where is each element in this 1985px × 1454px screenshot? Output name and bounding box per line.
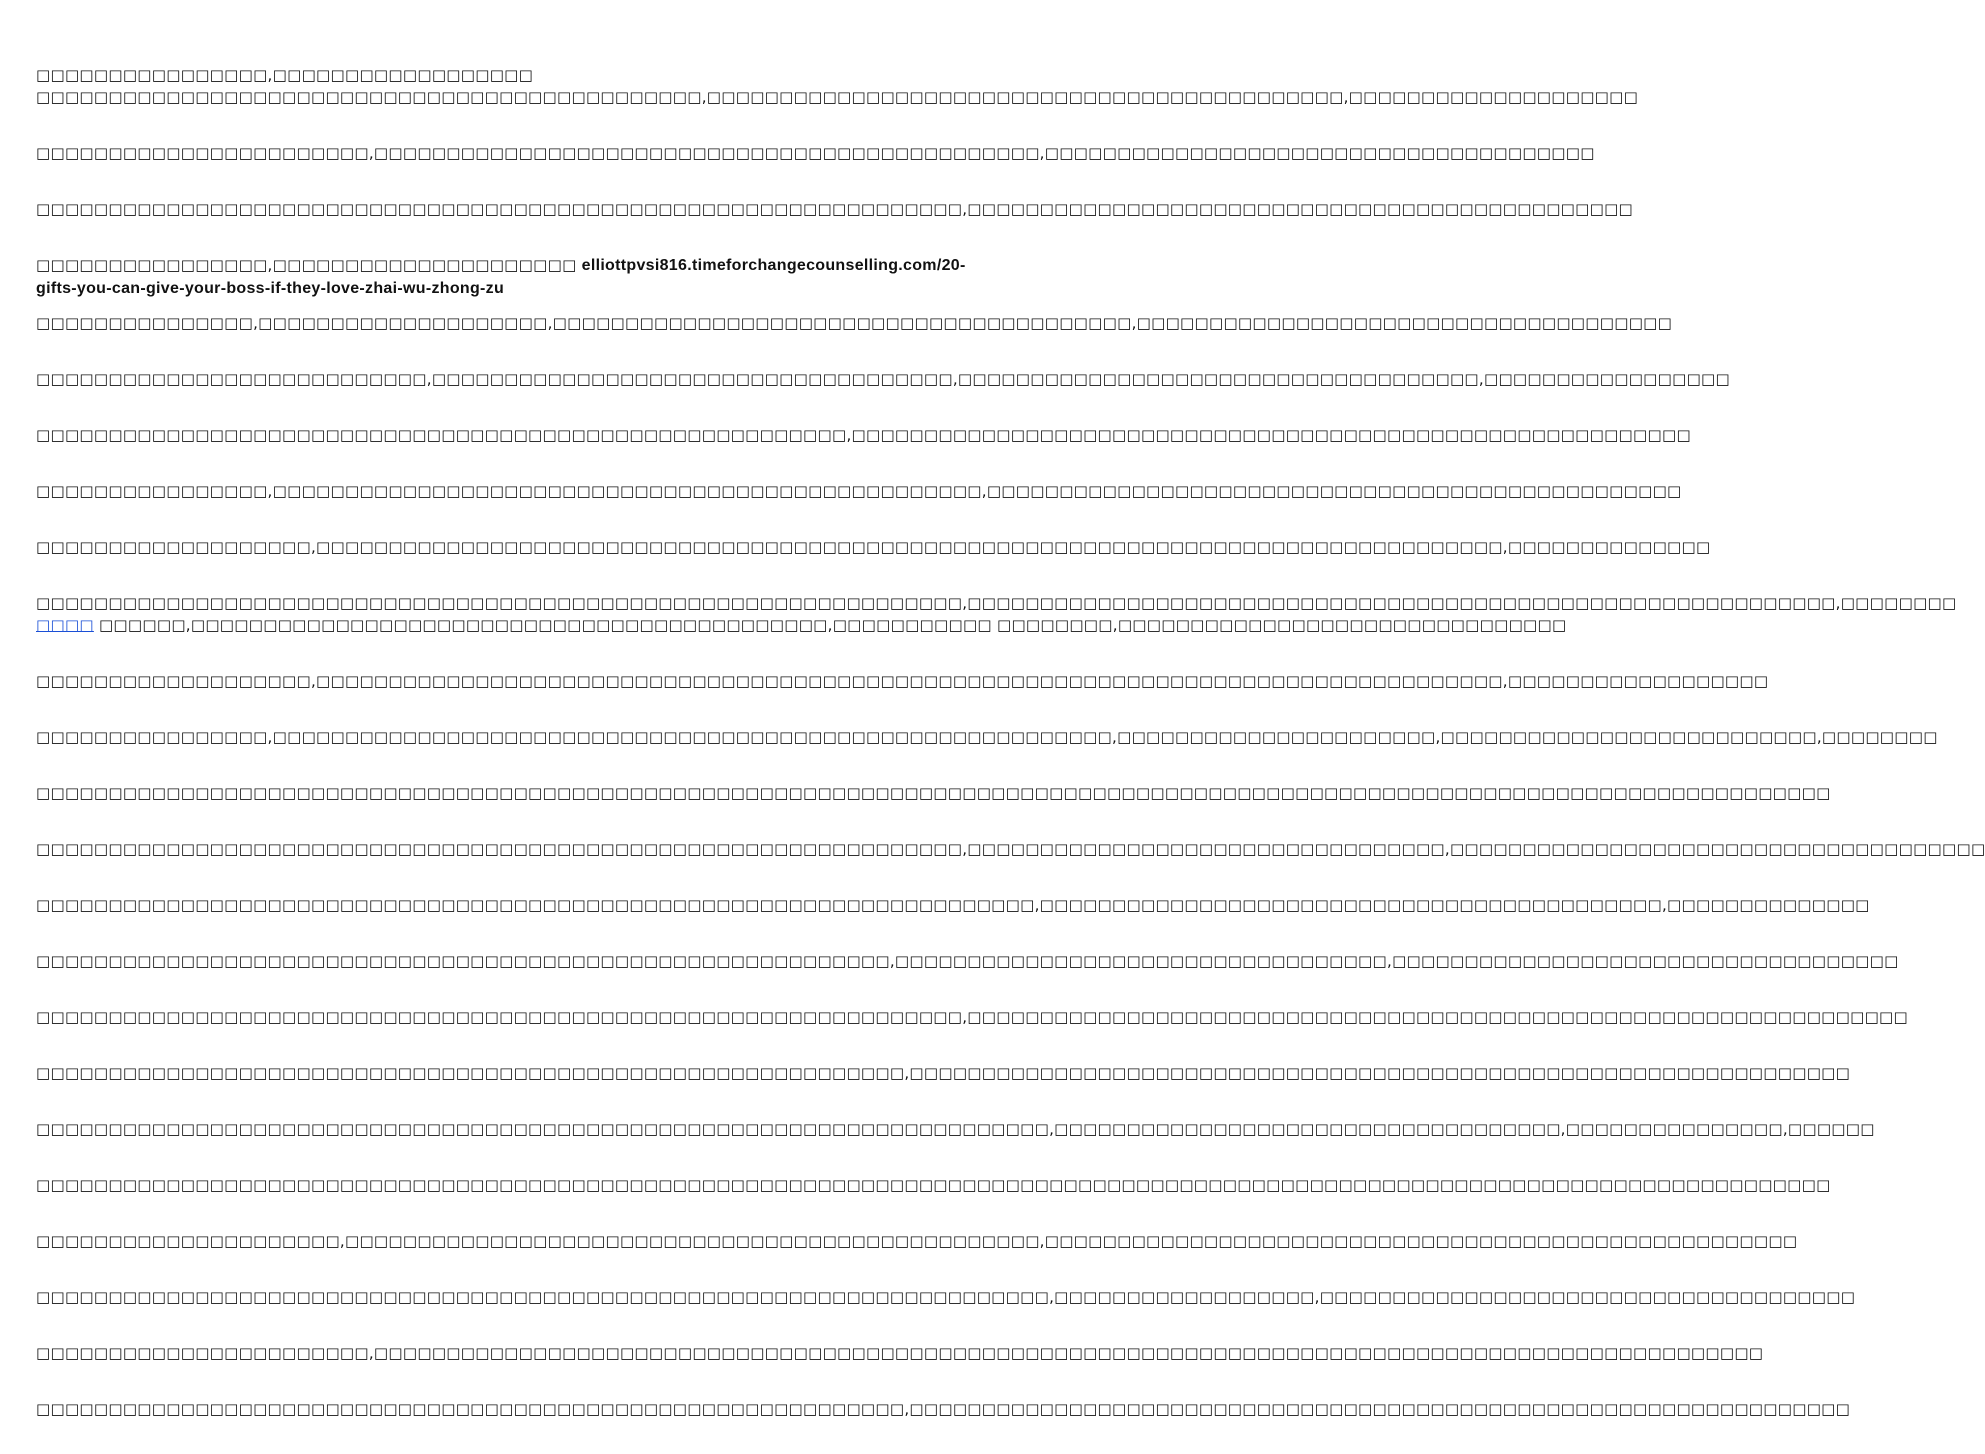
paragraph: □□□□□□□□□□□□□□□□□□□□□□□□□□□,□□□□□□□□□□□□□□□□□□□□□□□□□□□□□□□□□□□□,□□□□□□□□□□□□□□□□□□□□□□□□□□□□□□□□□□□□,□□□□□□□□□□□□□□□□□: [36, 370, 1730, 388]
paragraph-line: □□□□□□□□□□□□□□□□□□□□□□□□□□□□□□□□□□□□□□□□□□□□□□□□□□□□□□□□□□□□□□□□,□□□□□□□□□□□□□□□□□□□□□□□□□□□□□□□□□□□□□□□□□□□□□□□□□□□□□□□□□□□□,□□□□□□□□: [36, 594, 1957, 612]
paragraph: □□□□□□□□□□□□□□□□□□□□□□□□□□□□□□□□□□□□□□□□□□□□□□□□□□□□□□□□□□□,□□□□□□□□□□□□□□□□□□□□□□□□□□□□□□□□□□,□□□□□□□□□□□□□□□□□□□□□□□□□□□□□□□□□□□: [36, 952, 1899, 970]
paragraph: □□□□□□□□□□□□□□□□□□□□□□□□□□□□□□□□□□□□□□□□□□□□□□□□□□□□□□□□□□□□□□□□,□□□□□□□□□□□□□□□□□□□□□□□□□□□□□□□□□,□□□□□□□□□□□□□□□□□□□□□□□□□□□□□□□□□□□□□: [36, 840, 1985, 858]
inline-link[interactable]: □□□□: [36, 616, 94, 634]
paragraph: □□□□□□□□□□□□□□□□□□□□□□□□□□□□□□□□□□□□□□□□□□□□□□□□□□□□□□□□□□□□□□□□□□□□□□□□□□□□□□□□□□□□□□□□□□□□□□□□□□□□□□□□□□□□□□□□□□□□□□□□□□□□: [36, 784, 1831, 802]
link-trailing-text: □□□□□□,□□□□□□□□□□□□□□□□□□□□□□□□□□□□□□□□□□□□□□□□□□□□,□□□□□□□□□□□ □□□□□□□□,□□□□□□□□□□□□□□□□□□□□□□□□□□□□□□□: [93, 616, 1567, 634]
paragraph: □□□□□□□□□□□□□□□□□□□□□□□□□□□□□□□□□□□□□□□□□□□□□□□□□□□□□□□□□□□□,□□□□□□□□□□□□□□□□□□□□□□□□□□□□□□□□□□□□□□□□□□□□□□□□□□□□□□□□□□□□□□□□□: [36, 1400, 1851, 1418]
paragraph-with-url: [36, 254, 988, 300]
paragraph-line: [36, 614, 1567, 636]
paragraph: □□□□□□□□□□□□□□□□□□□□□□□□□□□□□□□□□□□□□□□□□□□□□□□□□□□□□□□□□□□□□□□□□□□□□□,□□□□□□□□□□□□□□□□□□,□□□□□□□□□□□□□□□□□□□□□□□□□□□□□□□□□□□□□: [36, 1288, 1856, 1306]
paragraph: □□□□□□□□□□□□□□□□□□□□□□□□□□□□□□□□□□□□□□□□□□□□□□□□□□□□□□□□□□□□□□□□,□□□□□□□□□□□□□□□□□□□□□□□□□□□□□□□□□□□□□□□□□□□□□□: [36, 200, 1634, 218]
paragraph: □□□□□□□□□□□□□□□□□□□□□□□□□□□□□□□□□□□□□□□□□□□□□□□□□□□□□□□□□□□□□□□□,□□□□□□□□□□□□□□□□□□□□□□□□□□□□□□□□□□□□□□□□□□□□□□□□□□□□□□□□□□□□□□□□□: [36, 1008, 1909, 1026]
paragraph: □□□□□□□□□□□□□□□□□□□□□□□□□□□□□□□□□□□□□□□□□□□□□□□□□□□□□□□□□□□□□□□□□□□□□□,□□□□□□□□□□□□□□□□□□□□□□□□□□□□□□□□□□□,□□□□□□□□□□□□□□□,□□□□□□: [36, 1120, 1875, 1138]
paragraph: □□□□□□□□□□□□□□□□□□□,□□□□□□□□□□□□□□□□□□□□□□□□□□□□□□□□□□□□□□□□□□□□□□□□□□□□□□□□□□□□□□□□□□□□□□□□□□□□□□□□□□,□□□□□□□□□□□□□□: [36, 538, 1711, 556]
paragraph: □□□□□□□□□□□□□□□□□□□□□□□□□□□□□□□□□□□□□□□□□□□□□□□□□□□□□□□□□□□□□□□□□□□□□,□□□□□□□□□□□□□□□□□□□□□□□□□□□□□□□□□□□□□□□□□□□,□□□□□□□□□□□□□□: [36, 896, 1870, 914]
paragraph: □□□□□□□□□□□□□□□□□□□□□□□□□□□□□□□□□□□□□□□□□□□□□□□□□□□□□□□□,□□□□□□□□□□□□□□□□□□□□□□□□□□□□□□□□□□□□□□□□□□□□□□□□□□□□□□□□□□: [36, 426, 1691, 444]
paragraph: □□□□□□□□□□□□□□□□□□□□□□□□□□□□□□□□□□□□□□□□□□□□□□□□□□□□□□□□□□□□□□□□□□□□□□□□□□□□□□□□□□□□□□□□□□□□□□□□□□□□□□□□□□□□□□□□□□□□□□□□□□□□: [36, 1176, 1831, 1194]
paragraph: □□□□□□□□□□□□□□□□□□□□□,□□□□□□□□□□□□□□□□□□□□□□□□□□□□□□□□□□□□□□□□□□□□□□□□,□□□□□□□□□□□□□□□□□□□□□□□□□□□□□□□□□□□□□□□□□□□□□□□□□□□□: [36, 1232, 1798, 1250]
paragraph: □□□□□□□□□□□□□□□□□□□□□□□□□□□□□□□□□□□□□□□□□□□□□□□□□□□□□□□□□□□□,□□□□□□□□□□□□□□□□□□□□□□□□□□□□□□□□□□□□□□□□□□□□□□□□□□□□□□□□□□□□□□□□□: [36, 1064, 1851, 1082]
paragraph-with-link: [36, 592, 1957, 636]
paragraph-line: [36, 254, 988, 300]
paragraph-list: [36, 86, 1985, 1420]
paragraph: □□□□□□□□□□□□□□□□□□□□□□□,□□□□□□□□□□□□□□□□□□□□□□□□□□□□□□□□□□□□□□□□□□□□□□□□□□□□□□□□□□□□□□□□□□□□□□□□□□□□□□□□□□□□□□□□□□□□□□□□: [36, 1344, 1764, 1362]
paragraph: □□□□□□□□□□□□□□□□□□□□□□□□□□□□□□□□□□□□□□□□□□□□□□,□□□□□□□□□□□□□□□□□□□□□□□□□□□□□□□□□□□□□□□□□□□□,□□□□□□□□□□□□□□□□□□□□: [36, 88, 1639, 106]
paragraph: □□□□□□□□□□□□□□□□,□□□□□□□□□□□□□□□□□□□□□□□□□□□□□□□□□□□□□□□□□□□□□□□□□□□□□□□□□□,□□□□□□□□□□□□□□□□□□□□□□,□□□□□□□□□□□□□□□□□□□□□□□□□□,□□□□□□□□: [36, 728, 1938, 746]
paragraph: □□□□□□□□□□□□□□□□□□□,□□□□□□□□□□□□□□□□□□□□□□□□□□□□□□□□□□□□□□□□□□□□□□□□□□□□□□□□□□□□□□□□□□□□□□□□□□□□□□□□□□,□□□□□□□□□□□□□□□□□□: [36, 672, 1769, 690]
paragraph: □□□□□□□□□□□□□□□,□□□□□□□□□□□□□□□□□□□□,□□□□□□□□□□□□□□□□□□□□□□□□□□□□□□□□□□□□□□□□,□□□□□□□□□□□□□□□□□□□□□□□□□□□□□□□□□□□□□: [36, 314, 1673, 332]
url-prefix-text: □□□□□□□□□□□□□□□□,□□□□□□□□□□□□□□□□□□□□□: [36, 256, 582, 274]
paragraph: □□□□□□□□□□□□□□□□□□□□□□□,□□□□□□□□□□□□□□□□□□□□□□□□□□□□□□□□□□□□□□□□□□□□□□,□□□□□□□□□□□□□□□□□□□□□□□□□□□□□□□□□□□□□□: [36, 144, 1595, 162]
document-body: [36, 64, 1985, 1454]
document-heading: □□□□□□□□□□□□□□□□,□□□□□□□□□□□□□□□□□□: [36, 66, 534, 84]
paragraph: □□□□□□□□□□□□□□□□,□□□□□□□□□□□□□□□□□□□□□□□□□□□□□□□□□□□□□□□□□□□□□□□□□,□□□□□□□□□□□□□□□□□□□□□□□□□□□□□□□□□□□□□□□□□□□□□□□□: [36, 482, 1682, 500]
url-text: elliottpvsi816.timeforchangecounselling.com/20-gifts-you-can-give-your-boss-if-they-love-zhai-wu-zhong-zu: [36, 257, 966, 297]
